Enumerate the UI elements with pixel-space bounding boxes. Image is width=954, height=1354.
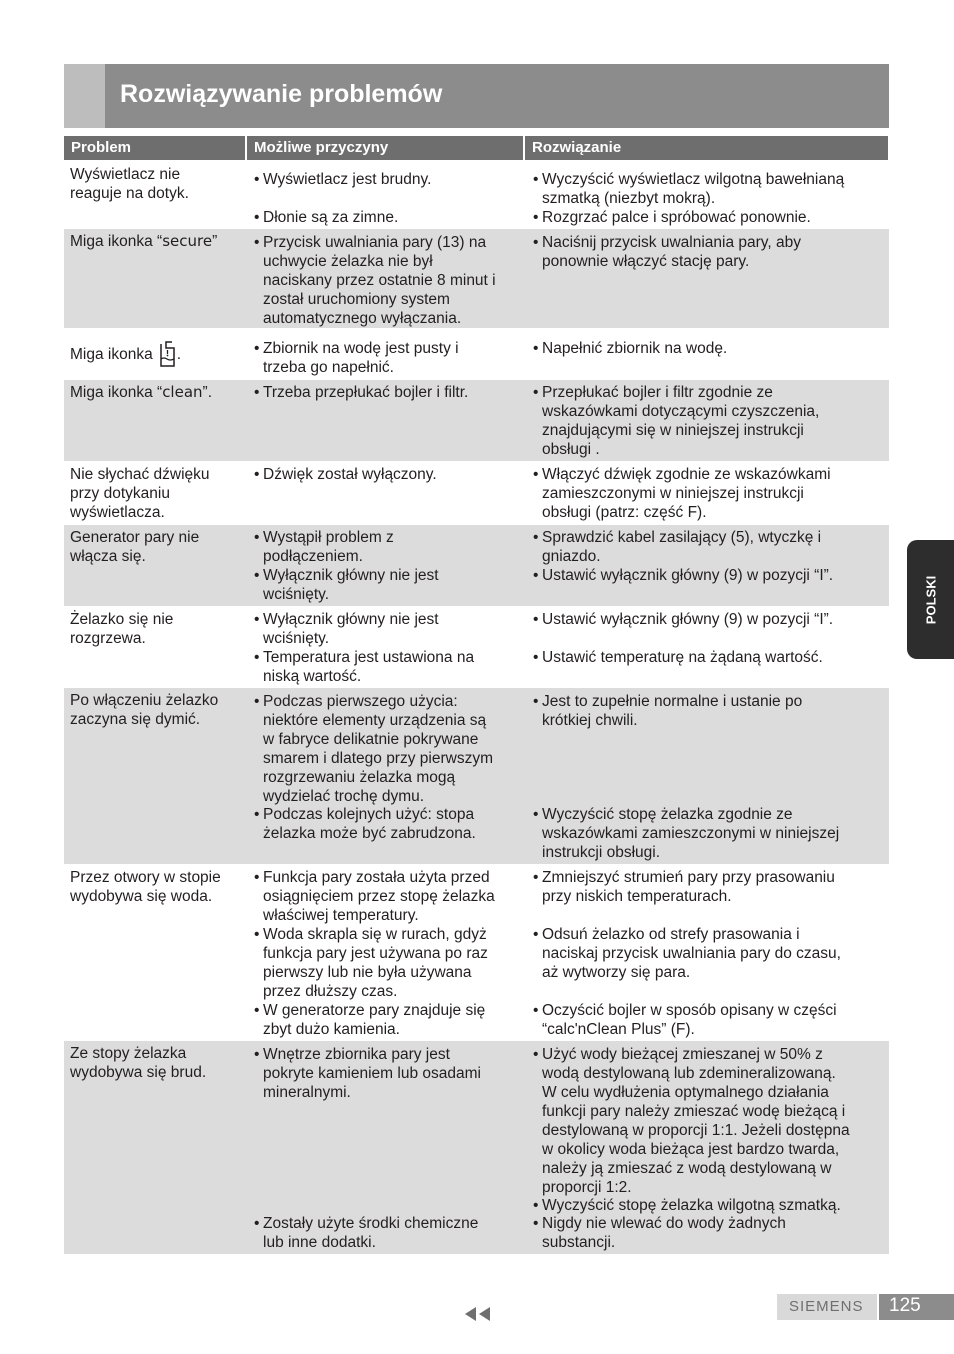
bullet-icon: • bbox=[254, 1046, 260, 1063]
cause-item-text: uchwycie żelazka nie był bbox=[263, 253, 433, 270]
water-tank-icon bbox=[157, 339, 177, 374]
cause-item-text: naciskany przez ostatnie 8 minut i bbox=[263, 272, 496, 289]
bullet-icon: • bbox=[254, 649, 260, 666]
problem-cell bbox=[70, 528, 242, 566]
problem-suffix: ” bbox=[212, 233, 218, 250]
cause-item-text: mineralnymi. bbox=[263, 1084, 351, 1101]
solution-item-text: Włączyć dźwięk zgodnie ze wskazówkami bbox=[542, 466, 831, 483]
cause-item-text: Wyłącznik główny nie jest bbox=[263, 567, 439, 584]
solution-item-text: krótkiej chwili. bbox=[542, 712, 638, 729]
bullet-icon: • bbox=[533, 340, 539, 357]
table-row bbox=[64, 330, 889, 379]
solution-item-text: zamieszczonymi w niniejszej instrukcji bbox=[542, 485, 804, 502]
problem-text bbox=[70, 232, 242, 251]
page-title: Rozwiązywanie problemów bbox=[120, 80, 443, 108]
cause-item-text: pokryte kamieniem lub osadami bbox=[263, 1065, 481, 1082]
solution-item-text: substancji. bbox=[542, 1234, 616, 1251]
problem-text: przy dotykaniu bbox=[70, 485, 170, 502]
table-row bbox=[64, 607, 889, 687]
cause-item-text: Podczas pierwszego użycia: bbox=[263, 693, 458, 710]
solution-item-text: Rozgrzać palce i spróbować ponownie. bbox=[542, 209, 811, 226]
problem-prefix: Miga ikonka “ bbox=[70, 233, 163, 250]
bullet-icon: • bbox=[533, 611, 539, 628]
cause-item-text: trzeba go napełnić. bbox=[263, 359, 394, 376]
solution-item-text: Ustawić temperaturę na żądaną wartość. bbox=[542, 649, 823, 666]
problem-text: zaczyna się dymić. bbox=[70, 711, 201, 728]
problem-text: Generator pary nie bbox=[70, 529, 200, 546]
cause-item-text: wciśnięty. bbox=[263, 586, 330, 603]
solution-item bbox=[533, 208, 885, 227]
bullet-icon: • bbox=[254, 869, 260, 886]
solution-item-text: należy ją zmieszać z wodą destylowaną w bbox=[542, 1160, 832, 1177]
page-number: 125 bbox=[889, 1295, 921, 1316]
problem-cell bbox=[70, 339, 242, 374]
solution-item-text: Wyczyścić wyświetlacz wilgotną bawełnianą bbox=[542, 171, 845, 188]
problem-text: wydobywa się woda. bbox=[70, 888, 213, 905]
solution-item-text: Wyczyścić stopę żelazka zgodnie ze bbox=[542, 806, 793, 823]
solution-item-text: W celu wydłużenia optymalnego działania bbox=[542, 1084, 829, 1101]
page-number-box bbox=[879, 1294, 954, 1320]
cause-item bbox=[254, 566, 526, 604]
solution-item-text: Sprawdzić kabel zasilający (5), wtyczkę i bbox=[542, 529, 822, 546]
solution-item bbox=[533, 1045, 885, 1197]
bullet-icon: • bbox=[254, 1002, 260, 1019]
cause-item-text: Wnętrze zbiornika pary jest bbox=[263, 1046, 450, 1063]
cause-item-text: Podczas kolejnych użyć: stopa bbox=[263, 806, 475, 823]
cause-item bbox=[254, 925, 526, 1001]
solution-item bbox=[533, 233, 885, 271]
bullet-icon: • bbox=[254, 693, 260, 710]
solution-item-text: Przepłukać bojler i filtr zgodnie ze bbox=[542, 384, 773, 401]
display-icon-label: clean bbox=[162, 383, 203, 401]
cause-item-text: został uruchomiony system bbox=[263, 291, 450, 308]
cause-item bbox=[254, 383, 526, 402]
cause-item bbox=[254, 1214, 526, 1252]
solution-item-text: wskazówkami dotyczącymi czyszczenia, bbox=[542, 403, 820, 420]
solution-item bbox=[533, 1001, 885, 1039]
table-row bbox=[64, 162, 889, 228]
brand-name: SIEMENS bbox=[789, 1298, 864, 1315]
problem-text: reaguje na dotyk. bbox=[70, 185, 189, 202]
solution-item-text: Naciśnij przycisk uwalniania pary, aby bbox=[542, 234, 802, 251]
bullet-icon: • bbox=[533, 1197, 539, 1214]
cause-item-text: Wyłącznik główny nie jest bbox=[263, 611, 439, 628]
bullet-icon: • bbox=[254, 171, 260, 188]
bullet-icon: • bbox=[254, 926, 260, 943]
cause-item-text: Dźwięk został wyłączony. bbox=[263, 466, 437, 483]
solution-item-text: obsługi (patrz: część F). bbox=[542, 504, 707, 521]
solution-item bbox=[533, 868, 885, 906]
problem-prefix: Miga ikonka bbox=[70, 346, 153, 363]
title-tab-block bbox=[64, 64, 105, 128]
cause-item bbox=[254, 1001, 526, 1039]
cause-item-text: funkcja pary jest używana po raz bbox=[263, 945, 488, 962]
bullet-icon: • bbox=[533, 1002, 539, 1019]
solution-item-text: ponownie włączyć stację pary. bbox=[542, 253, 750, 270]
column-header-solutions: Rozwiązanie bbox=[525, 136, 888, 160]
cause-item-text: przez dłuższy czas. bbox=[263, 983, 398, 1000]
cause-item-text: Trzeba przepłukać bojler i filtr. bbox=[263, 384, 469, 401]
section-title-bar bbox=[64, 64, 889, 128]
bullet-icon: • bbox=[254, 384, 260, 401]
solution-item-text: funkcji pary należy zmieszać wodę bieżącą i bbox=[542, 1103, 846, 1120]
cause-item-text: smarem i dlatego przy pierwszym bbox=[263, 750, 493, 767]
bullet-icon: • bbox=[533, 869, 539, 886]
cause-item bbox=[254, 648, 526, 686]
problem-suffix: ”. bbox=[202, 384, 212, 401]
cause-item-text: zbyt dużo kamienia. bbox=[263, 1021, 400, 1038]
table-row bbox=[64, 380, 889, 461]
cause-item-text: pierwszy lub nie była używana bbox=[263, 964, 472, 981]
problem-cell bbox=[70, 610, 242, 648]
cause-item bbox=[254, 465, 526, 484]
solution-item bbox=[533, 1214, 885, 1252]
bullet-icon: • bbox=[533, 806, 539, 823]
cause-item-text: Wystąpił problem z bbox=[263, 529, 394, 546]
solution-item-text: Napełnić zbiornik na wodę. bbox=[542, 340, 728, 357]
table-row bbox=[64, 865, 889, 1039]
problem-cell bbox=[70, 691, 242, 729]
language-side-tab bbox=[907, 540, 954, 659]
problem-cell bbox=[70, 465, 242, 522]
cause-item bbox=[254, 692, 526, 806]
cause-item bbox=[254, 208, 526, 227]
solution-item-text: Nigdy nie wlewać do wody żadnych bbox=[542, 1215, 786, 1232]
back-arrows-icon[interactable] bbox=[464, 1306, 492, 1327]
problem-text: Po włączeniu żelazko bbox=[70, 692, 219, 709]
problem-cell bbox=[70, 868, 242, 906]
cause-item bbox=[254, 1045, 526, 1102]
problem-text: włącza się. bbox=[70, 548, 146, 565]
problem-text bbox=[70, 339, 242, 374]
problem-text: Nie słychać dźwięku bbox=[70, 466, 210, 483]
bullet-icon: • bbox=[533, 466, 539, 483]
bullet-icon: • bbox=[533, 1046, 539, 1063]
bullet-icon: • bbox=[254, 234, 260, 251]
cause-item bbox=[254, 610, 526, 648]
problem-cell bbox=[70, 383, 242, 402]
solution-item bbox=[533, 805, 885, 862]
solution-item-text: Użyć wody bieżącej zmieszanej w 50% z bbox=[542, 1046, 823, 1063]
bullet-icon: • bbox=[533, 171, 539, 188]
cause-item-text: w fabryce delikatnie pokrywane bbox=[263, 731, 479, 748]
problem-prefix: Miga ikonka “ bbox=[70, 384, 163, 401]
problem-cell bbox=[70, 1044, 242, 1082]
solution-item-text: Wyczyścić stopę żelazka wilgotną szmatką. bbox=[542, 1197, 841, 1214]
problem-text: Wyświetlacz nie bbox=[70, 166, 181, 183]
solution-item-text: znajdującymi się w niniejszej instrukcji bbox=[542, 422, 804, 439]
bullet-icon: • bbox=[533, 234, 539, 251]
solution-item-text: naciskaj przycisk uwalniania pary do czasu, bbox=[542, 945, 841, 962]
solution-item-text: instrukcji obsługi. bbox=[542, 844, 661, 861]
bullet-icon: • bbox=[533, 649, 539, 666]
column-header-problem: Problem bbox=[64, 136, 245, 160]
cause-item-text: Wyświetlacz jest brudny. bbox=[263, 171, 432, 188]
cause-item-text: Przycisk uwalniania pary (13) na bbox=[263, 234, 487, 251]
cause-item bbox=[254, 868, 526, 925]
column-header-causes: Możliwe przyczyny bbox=[247, 136, 523, 160]
bullet-icon: • bbox=[533, 1215, 539, 1232]
problem-text: rozgrzewa. bbox=[70, 630, 146, 647]
solution-item bbox=[533, 610, 885, 629]
solution-item-text: Oczyścić bojler w sposób opisany w części bbox=[542, 1002, 837, 1019]
cause-item-text: podłączeniem. bbox=[263, 548, 363, 565]
problem-text: Żelazko się nie bbox=[70, 611, 174, 628]
problem-text: Przez otwory w stopie bbox=[70, 869, 221, 886]
solution-item-text: w okolicy woda bieżąca jest bardzo twarda, bbox=[542, 1141, 840, 1158]
problem-cell bbox=[70, 165, 242, 203]
table-row bbox=[64, 525, 889, 606]
solution-item-text: przy niskich temperaturach. bbox=[542, 888, 732, 905]
solution-item-text: wodą destylowaną lub zdemineralizowaną. bbox=[542, 1065, 836, 1082]
cause-item-text: właściwej temperatury. bbox=[263, 907, 419, 924]
problem-text: Ze stopy żelazka bbox=[70, 1045, 187, 1062]
cause-item bbox=[254, 805, 526, 843]
solution-item bbox=[533, 692, 885, 730]
table-row bbox=[64, 462, 889, 523]
bullet-icon: • bbox=[254, 1215, 260, 1232]
problem-cell bbox=[70, 232, 242, 251]
bullet-icon: • bbox=[533, 529, 539, 546]
cause-item-text: niską wartość. bbox=[263, 668, 362, 685]
table-row bbox=[64, 688, 889, 864]
solution-item-text: “calc'nClean Plus” (F). bbox=[542, 1021, 695, 1038]
solution-item bbox=[533, 170, 885, 208]
bullet-icon: • bbox=[533, 209, 539, 226]
solution-item bbox=[533, 465, 885, 522]
cause-item bbox=[254, 170, 526, 189]
cause-item-text: wydzielać trochę dymu. bbox=[263, 788, 425, 805]
solution-item-text: wskazówkami zamieszczonymi w niniejszej bbox=[542, 825, 840, 842]
bullet-icon: • bbox=[533, 926, 539, 943]
bullet-icon: • bbox=[254, 806, 260, 823]
brand-footer bbox=[777, 1294, 877, 1320]
solution-item-text: Jest to zupełnie normalne i ustanie po bbox=[542, 693, 803, 710]
solution-item-text: Zmniejszyć strumień pary przy prasowaniu bbox=[542, 869, 835, 886]
solution-item bbox=[533, 566, 885, 585]
table-row bbox=[64, 1041, 889, 1254]
bullet-icon: • bbox=[254, 209, 260, 226]
solution-item-text: Ustawić wyłącznik główny (9) w pozycji “I”. bbox=[542, 567, 834, 584]
cause-item-text: lub inne dodatki. bbox=[263, 1234, 376, 1251]
bullet-icon: • bbox=[254, 466, 260, 483]
cause-item bbox=[254, 233, 526, 328]
display-icon-label: secure bbox=[162, 232, 213, 250]
problem-text bbox=[70, 383, 242, 402]
bullet-icon: • bbox=[254, 529, 260, 546]
cause-item bbox=[254, 528, 526, 566]
cause-item-text: Zbiornik na wodę jest pusty i bbox=[263, 340, 459, 357]
solution-item bbox=[533, 339, 885, 358]
language-label: POLSKI bbox=[923, 575, 938, 624]
bullet-icon: • bbox=[533, 693, 539, 710]
cause-item-text: Woda skrapla się w rurach, gdyż bbox=[263, 926, 487, 943]
bullet-icon: • bbox=[533, 384, 539, 401]
cause-item-text: osiągnięciem przez stopę żelazka bbox=[263, 888, 495, 905]
cause-item bbox=[254, 339, 526, 377]
cause-item-text: W generatorze pary znajduje się bbox=[263, 1002, 486, 1019]
solution-item-text: Ustawić wyłącznik główny (9) w pozycji “I”. bbox=[542, 611, 834, 628]
solution-item bbox=[533, 648, 885, 667]
cause-item-text: Temperatura jest ustawiona na bbox=[263, 649, 475, 666]
cause-item-text: Zostały użyte środki chemiczne bbox=[263, 1215, 479, 1232]
solution-item bbox=[533, 383, 885, 459]
solution-item-text: obsługi . bbox=[542, 441, 600, 458]
bullet-icon: • bbox=[533, 567, 539, 584]
solution-item-text: gniazdo. bbox=[542, 548, 601, 565]
bullet-icon: • bbox=[254, 340, 260, 357]
solution-item bbox=[533, 925, 885, 982]
solution-item-text: destylowaną w proporcji 1:1. Jeżeli dostępna bbox=[542, 1122, 850, 1139]
bullet-icon: • bbox=[254, 567, 260, 584]
problem-text: wydobywa się brud. bbox=[70, 1064, 207, 1081]
cause-item-text: Dłonie są za zimne. bbox=[263, 209, 399, 226]
cause-item-text: rozgrzewaniu żelazka mogą bbox=[263, 769, 456, 786]
bullet-icon: • bbox=[254, 611, 260, 628]
solution-item-text: szmatką (niezbyt mokrą). bbox=[542, 190, 716, 207]
cause-item-text: automatycznego wyłączania. bbox=[263, 310, 462, 327]
cause-item-text: żelazka może być zabrudzona. bbox=[263, 825, 476, 842]
cause-item-text: wciśnięty. bbox=[263, 630, 330, 647]
solution-item-text: proporcji 1:2. bbox=[542, 1179, 632, 1196]
problem-text: wyświetlacza. bbox=[70, 504, 165, 521]
cause-item-text: niektóre elementy urządzenia są bbox=[263, 712, 487, 729]
problem-suffix: . bbox=[176, 346, 182, 363]
table-row bbox=[64, 229, 889, 328]
solution-item-text: Odsuń żelazko od strefy prasowania i bbox=[542, 926, 800, 943]
cause-item-text: Funkcja pary została użyta przed bbox=[263, 869, 490, 886]
solution-item-text: aż wytworzy się para. bbox=[542, 964, 691, 981]
solution-item bbox=[533, 1196, 885, 1215]
solution-item bbox=[533, 528, 885, 566]
